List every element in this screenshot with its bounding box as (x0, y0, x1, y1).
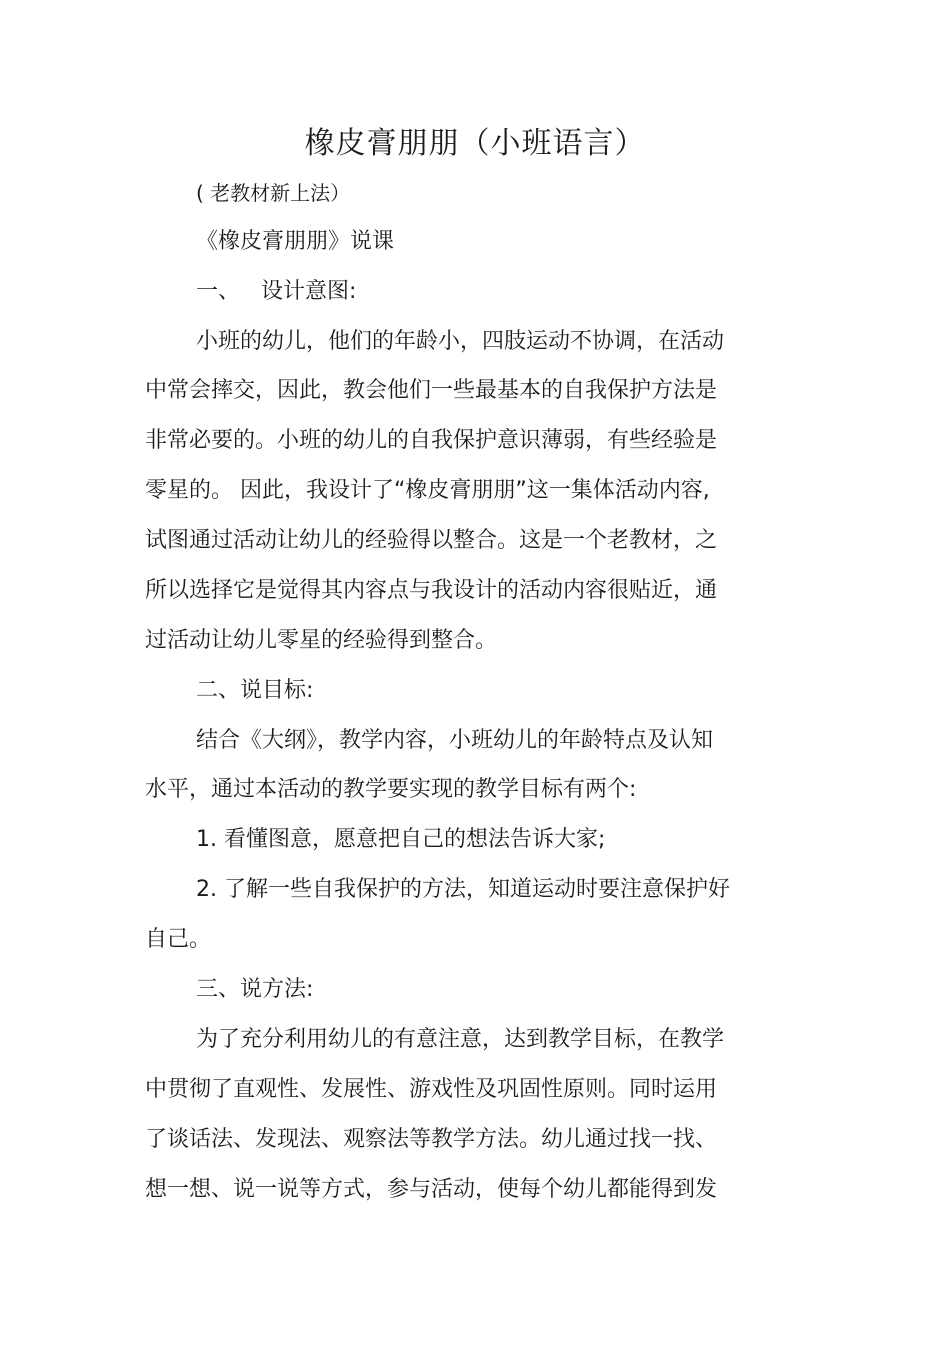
paragraph-line: 想一想、说一说等方式，参与活动，使每个幼儿都能得到发 (145, 1177, 718, 1202)
paragraph-line: 中常会摔交，因此，教会他们一些最基本的自我保护方法是 (145, 378, 718, 403)
paragraph-line: 了谈话法、发现法、观察法等教学方法。幼儿通过找一找、 (145, 1127, 718, 1152)
paragraph-line: 过活动让幼儿零星的经验得到整合。 (145, 628, 498, 653)
paragraph-line: 小班的幼儿，他们的年龄小，四肢运动不协调，在活动 (196, 329, 725, 354)
document-title: 橡皮膏朋朋（小班语言） (304, 126, 646, 161)
section-heading-goals: 二、说目标: (196, 678, 314, 703)
section-heading-methods: 三、说方法: (196, 977, 314, 1002)
paragraph-line: 试图通过活动让幼儿的经验得以整合。这是一个老教材，之 (145, 528, 718, 553)
goal-item-1: 1. 看懂图意，愿意把自己的想法告诉大家; (196, 827, 606, 852)
document-subtitle: ( 老教材新上法） (196, 181, 351, 205)
paragraph-line: 结合《大纲》，教学内容，小班幼儿的年龄特点及认知 (196, 728, 714, 753)
talk-heading: 《橡皮膏朋朋》说课 (196, 229, 395, 254)
paragraph-line: 非常必要的。小班的幼儿的自我保护意识薄弱，有些经验是 (145, 428, 718, 453)
paragraph-line: 所以选择它是觉得其内容点与我设计的活动内容很贴近，通 (145, 578, 718, 603)
section-heading-design-intent: 一、 设计意图: (196, 279, 357, 304)
paragraph-line: 零星的。 因此，我设计了“橡皮膏朋朋”这一集体活动内容, (145, 478, 710, 503)
paragraph-line: 自己。 (145, 927, 212, 952)
paragraph-line: 水平，通过本活动的教学要实现的教学目标有两个: (145, 777, 637, 802)
paragraph-line: 中贯彻了直观性、发展性、游戏性及巩固性原则。同时运用 (145, 1077, 718, 1102)
goal-item-2: 2. 了解一些自我保护的方法，知道运动时要注意保护好 (196, 877, 730, 902)
paragraph-line: 为了充分利用幼儿的有意注意，达到教学目标，在教学 (196, 1027, 725, 1052)
